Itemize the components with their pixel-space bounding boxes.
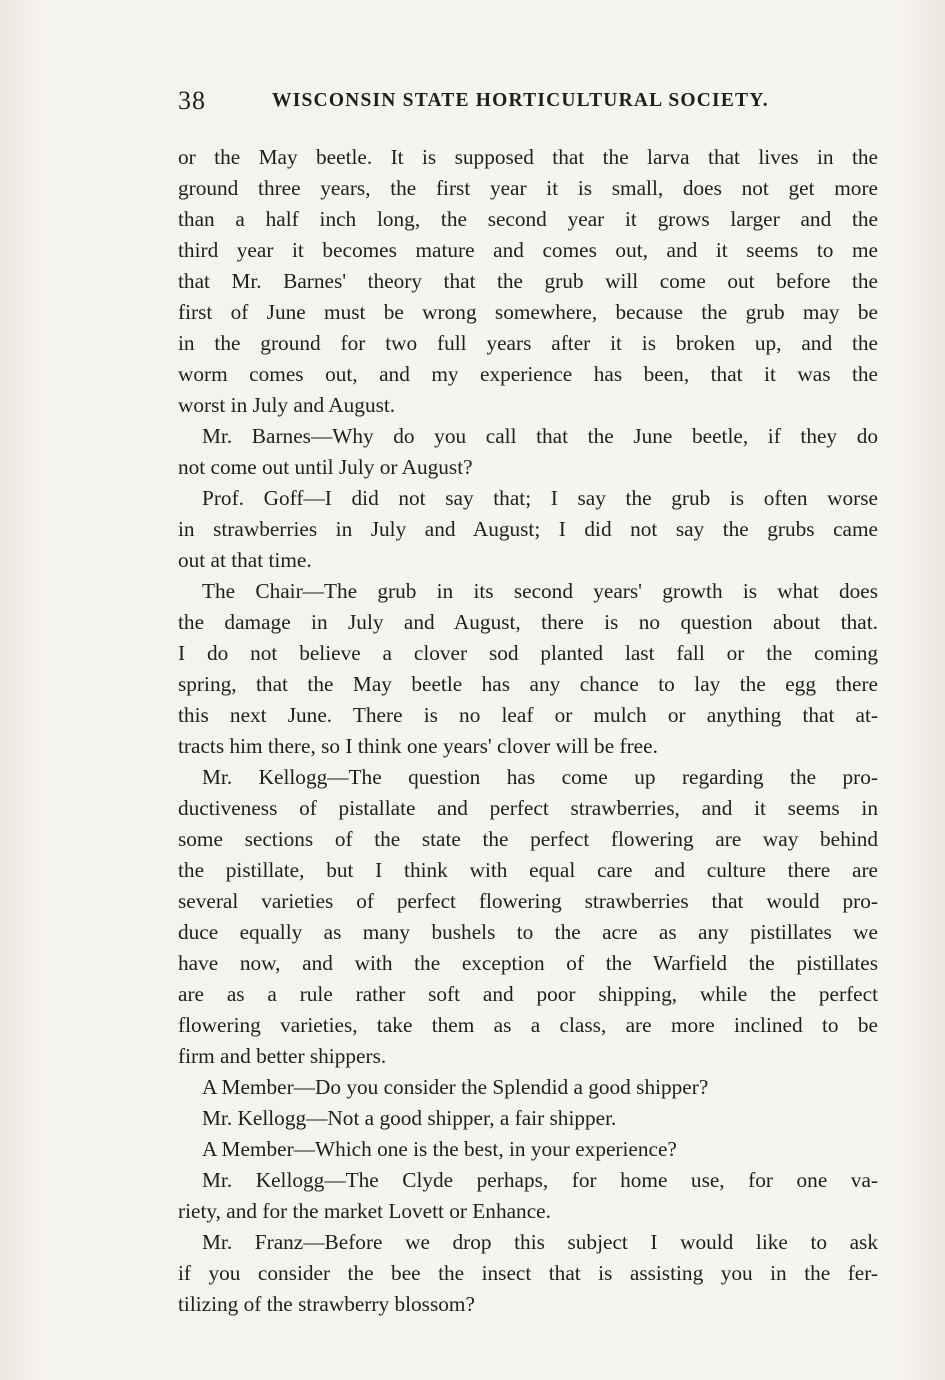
text-line: out at that time. — [178, 548, 312, 572]
text-line: not come out until July or August? — [178, 455, 473, 479]
text-line: tilizing of the strawberry blossom? — [178, 1292, 475, 1316]
text-line: I do not believe a clover sod planted last fall or the coming — [178, 641, 878, 665]
text-line: Mr. Kellogg—The question has come up regarding the pro- — [202, 765, 878, 789]
text-line: are as a rule rather soft and poor shipping, while the perfect — [178, 982, 878, 1006]
text-line: third year it becomes mature and comes out, and it seems to me — [178, 238, 878, 262]
text-line: firm and better shippers. — [178, 1044, 387, 1068]
text-line: The Chair—The grub in its second years' growth is what does — [202, 579, 878, 603]
text-line: ductiveness of pistallate and perfect strawberries, and it seems in — [178, 796, 878, 820]
text-line: several varieties of perfect flowering strawberries that would pro- — [178, 889, 878, 913]
text-line: first of June must be wrong somewhere, because the grub may be — [178, 300, 878, 324]
text-line: than a half inch long, the second year it grows larger and the — [178, 207, 878, 231]
text-line: if you consider the bee the insect that is assisting you in the fer- — [178, 1261, 878, 1285]
text-line: some sections of the state the perfect flowering are way behind — [178, 827, 878, 851]
text-line: A Member—Do you consider the Splendid a good shipper? — [202, 1075, 709, 1099]
text-line: have now, and with the exception of the Warfield the pistillates — [178, 951, 878, 975]
text-line: tracts him there, so I think one years' clover will be free. — [178, 734, 658, 758]
text-line: the damage in July and August, there is no question about that. — [178, 610, 878, 634]
text-line: Mr. Kellogg—The Clyde perhaps, for home use, for one va- — [202, 1168, 878, 1192]
text-line: spring, that the May beetle has any chance to lay the egg there — [178, 672, 878, 696]
text-line: worst in July and August. — [178, 393, 396, 417]
text-line: in strawberries in July and August; I did not say the grubs came — [178, 517, 878, 541]
body-text — [178, 142, 878, 1320]
text-line: riety, and for the market Lovett or Enhance. — [178, 1199, 551, 1223]
text-line: flowering varieties, take them as a class, are more inclined to be — [178, 1013, 878, 1037]
text-line: ground three years, the first year it is small, does not get more — [178, 176, 878, 200]
text-line: Mr. Kellogg—Not a good shipper, a fair shipper. — [202, 1106, 617, 1130]
text-line: or the May beetle. It is supposed that the larva that lives in the — [178, 145, 878, 169]
text-line: duce equally as many bushels to the acre as any pistillates we — [178, 920, 878, 944]
text-line: that Mr. Barnes' theory that the grub will come out before the — [178, 269, 878, 293]
running-head: WISCONSIN STATE HORTICULTURAL SOCIETY. — [272, 90, 769, 111]
text-line: A Member—Which one is the best, in your experience? — [202, 1137, 677, 1161]
text-line: worm comes out, and my experience has been, that it was the — [178, 362, 878, 386]
page-header — [178, 84, 878, 120]
text-line: this next June. There is no leaf or mulch or anything that at- — [178, 703, 878, 727]
text-line: Mr. Barnes—Why do you call that the June beetle, if they do — [202, 424, 878, 448]
text-line: in the ground for two full years after it is broken up, and the — [178, 331, 878, 355]
text-line: the pistillate, but I think with equal care and culture there are — [178, 858, 878, 882]
text-line: Prof. Goff—I did not say that; I say the grub is often worse — [202, 486, 878, 510]
text-line: Mr. Franz—Before we drop this subject I would like to ask — [202, 1230, 878, 1254]
page-number: 38 — [178, 86, 206, 115]
